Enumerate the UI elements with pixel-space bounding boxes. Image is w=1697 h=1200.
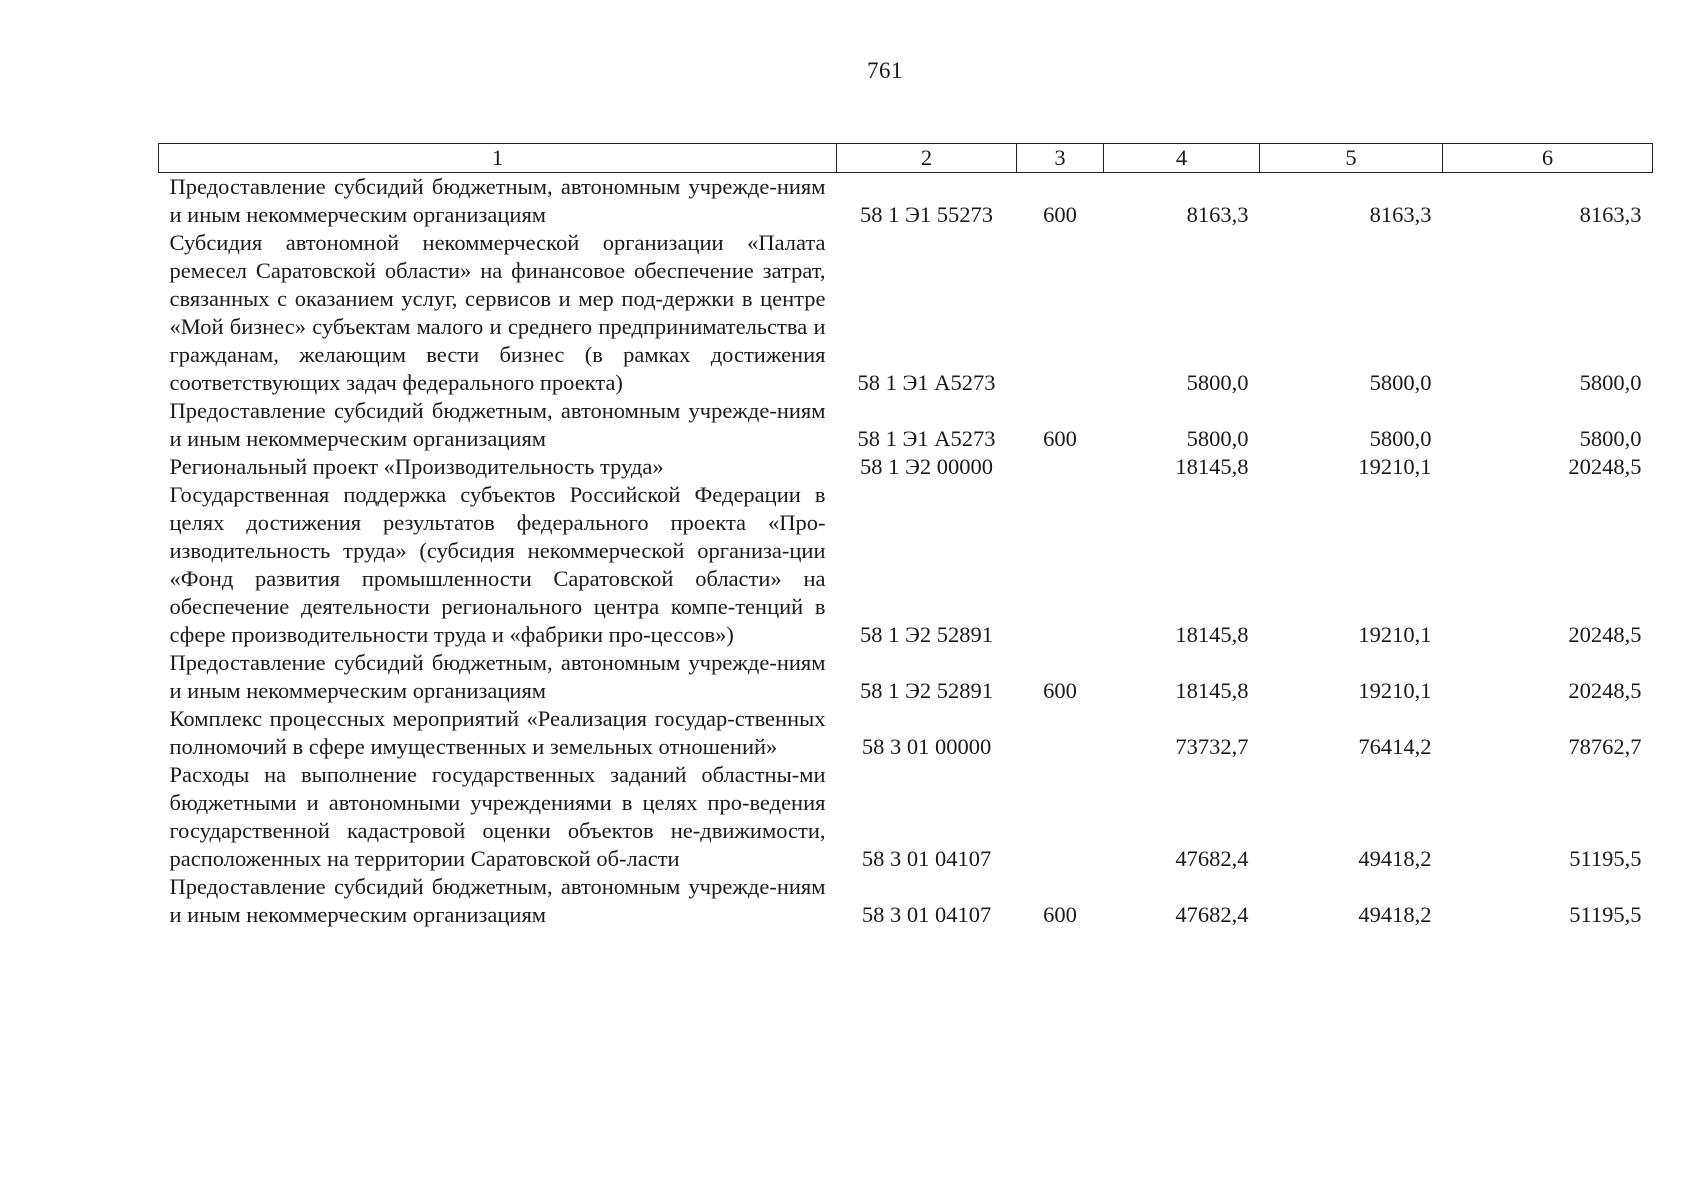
row-expense-type [1017,229,1104,397]
row-name: Комплекс процессных мероприятий «Реализация государ-ственных полномочий в сфере имущественных и земельных отношений» [169,706,826,759]
row-value-col6: 20248,5 [1568,622,1642,647]
row-value-col6: 51195,5 [1569,902,1642,927]
row-code: 58 1 Э1 А5273 [857,370,996,395]
row-expense-type [1017,705,1104,761]
row-value-col4: 18145,8 [1175,678,1249,703]
table-row [159,481,1653,649]
row-code: 58 1 Э2 52891 [860,622,993,647]
row-value-col5: 5800,0 [1369,370,1432,395]
table-row [159,649,1653,705]
row-value-col6: 78762,7 [1568,734,1642,759]
column-header: 5 [1260,144,1443,173]
row-value-col4: 47682,4 [1175,902,1249,927]
row-value-col6: 20248,5 [1568,454,1642,479]
row-expense-type [1017,481,1104,649]
table-row [159,873,1653,929]
column-header: 3 [1017,144,1104,173]
table-row [159,397,1653,453]
row-value-col6: 20248,5 [1568,678,1642,703]
row-code: 58 1 Э2 00000 [860,454,993,479]
row-value-col4: 18145,8 [1175,622,1249,647]
column-header: 2 [837,144,1017,173]
row-code: 58 3 01 04107 [861,902,992,927]
row-code: 58 1 Э2 52891 [860,678,993,703]
row-expense-type [1017,453,1104,481]
row-value-col4: 18145,8 [1175,454,1249,479]
table-row [159,705,1653,761]
row-name: Предоставление субсидий бюджетным, автономным учрежде-ниям и иным некоммерческим организациям [169,874,826,927]
row-value-col5: 49418,2 [1358,846,1432,871]
column-header: 4 [1104,144,1260,173]
row-name: Предоставление субсидий бюджетным, автономным учрежде-ниям и иным некоммерческим организациям [169,174,826,227]
row-name: Предоставление субсидий бюджетным, автономным учрежде-ниям и иным некоммерческим организациям [169,398,826,451]
row-code: 58 1 Э1 А5273 [857,426,996,451]
row-value-col4: 5800,0 [1186,426,1249,451]
row-value-col6: 5800,0 [1579,370,1642,395]
row-value-col5: 49418,2 [1358,902,1432,927]
row-value-col5: 8163,3 [1369,202,1432,227]
row-name: Расходы на выполнение государственных заданий областны-ми бюджетными и автономными учреждениями в целях про-ведения государственной кадастровой оценки объектов не-движимости, расположенных на территории Саратовской об-ласти [169,762,826,871]
row-value-col4: 5800,0 [1186,370,1249,395]
row-value-col5: 19210,1 [1358,454,1432,479]
row-code: 58 3 01 00000 [861,734,992,759]
row-name: Государственная поддержка субъектов Российской Федерации в целях достижения результатов федерального проекта «Про-изводительность труда» (субсидия некоммерческой организа-ции «Фонд развития промышленности Саратовской области» на обеспечение деятельности регионального центра компе-тенций в сфере производительности труда и «фабрики про-цессов») [169,482,826,647]
row-value-col6: 8163,3 [1579,202,1642,227]
row-name: Субсидия автономной некоммерческой организации «Палата ремесел Саратовской области» на финансовое обеспечение затрат, связанных с оказанием услуг, сервисов и мер под-держки в центре «Мой бизнес» субъектам малого и среднего предпринимательства и гражданам, желающим вести бизнес (в рамках достижения соответствующих задач федерального проекта) [169,230,826,395]
row-value-col4: 73732,7 [1175,734,1249,759]
row-value-col5: 19210,1 [1358,678,1432,703]
row-expense-type: 600 [1043,426,1077,451]
table-header-row [159,144,1653,173]
budget-table [158,143,1653,929]
row-code: 58 3 01 04107 [861,846,992,871]
row-expense-type: 600 [1043,678,1077,703]
row-expense-type [1017,761,1104,873]
row-value-col4: 8163,3 [1186,202,1249,227]
table-row [159,761,1653,873]
column-header: 1 [159,144,837,173]
row-name: Предоставление субсидий бюджетным, автономным учрежде-ниям и иным некоммерческим организациям [169,650,826,703]
row-value-col6: 5800,0 [1579,426,1642,451]
row-value-col5: 76414,2 [1358,734,1432,759]
row-value-col5: 19210,1 [1358,622,1432,647]
page-number: 761 [867,58,903,83]
column-header: 6 [1443,144,1653,173]
row-value-col6: 51195,5 [1569,846,1642,871]
row-expense-type: 600 [1043,902,1077,927]
row-code: 58 1 Э1 55273 [860,202,993,227]
row-expense-type: 600 [1043,202,1077,227]
table-row [159,453,1653,481]
row-value-col5: 5800,0 [1369,426,1432,451]
table-row [159,229,1653,397]
table-row [159,173,1653,230]
row-value-col4: 47682,4 [1175,846,1249,871]
row-name: Региональный проект «Производительность труда» [169,454,664,479]
